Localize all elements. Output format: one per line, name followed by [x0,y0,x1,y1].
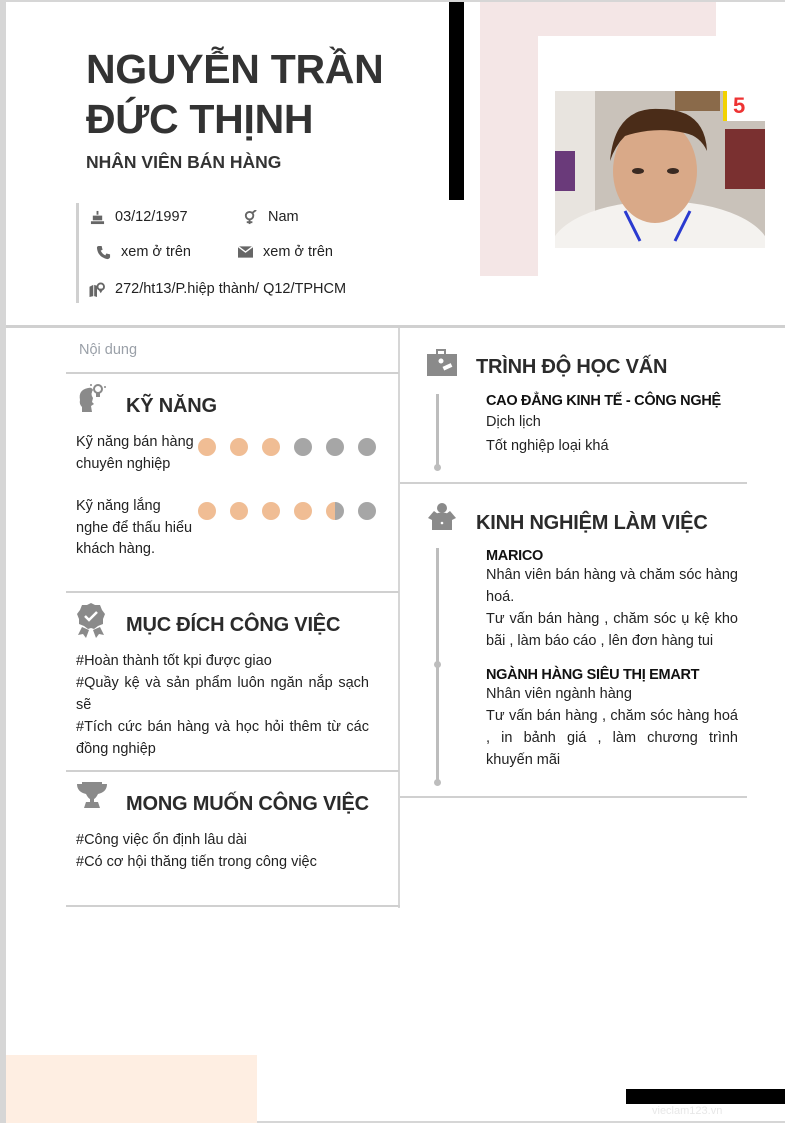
phone-value[interactable]: xem ở trên [121,244,191,260]
gender-value: Nam [268,209,299,225]
divider [66,591,399,593]
briefcase-icon [426,349,460,383]
skill-item-label [76,496,198,561]
left-column-border [398,328,400,908]
skill-label-line: Kỹ năng lắng [76,498,161,514]
wish-item: #Công việc ổn định lâu dài [76,832,247,848]
phone-icon [95,244,111,260]
skill-label-line: Kỹ năng bán hàng [76,434,194,450]
objective-item: #Tích cức bán hàng và học hỏi thêm từ các đồng nghiệp [76,719,369,757]
wishes-list [76,829,369,873]
divider [66,770,399,772]
rating-dot-filled [230,502,248,520]
rating-dot-empty [294,438,312,456]
name-line-2: ĐỨC THỊNH [86,96,314,142]
decor-black-bar [449,2,464,200]
address-value: 272/ht13/P.hiệp thành/ Q12/TPHCM [115,281,347,297]
birthday-row [89,209,188,225]
profile-photo[interactable] [555,91,765,248]
timeline-dot [434,661,441,668]
company-name: MARICO [486,548,544,564]
person-laptop-icon [426,502,460,536]
head-lightbulb-icon [76,382,110,416]
divider [66,372,399,374]
job-title: NHÂN VIÊN BÁN HÀNG [86,152,282,172]
watermark: vieclam123.vn [652,1105,723,1117]
divider [400,482,747,484]
birthday-cake-icon [89,209,105,225]
timeline-dot [434,779,441,786]
email-icon [237,244,253,260]
objective-item: #Quầy kệ và sản phẩm luôn ngăn nắp sạch sẽ [76,675,369,713]
wishes-title: MONG MUỐN CÔNG VIỆC [126,793,369,815]
svg-text:5: 5 [733,93,746,118]
name-line-1: NGUYỄN TRẦN [86,46,384,92]
experience-entry [486,667,738,771]
education-result: Tốt nghiệp loại khá [486,438,609,454]
experience-title: KINH NGHIỆM LÀM VIỆC [476,512,708,534]
rating-dot-filled [262,438,280,456]
trophy-icon [76,780,110,814]
rating-dot-filled [230,438,248,456]
map-pin-icon [89,281,105,297]
decor-pink-left [480,2,538,276]
phone-row [95,244,191,260]
rating-dot-empty [358,438,376,456]
school-name: CAO ĐẲNG KINH TẾ - CÔNG NGHỆ [486,393,721,409]
rating-dot-filled [294,502,312,520]
rating-dot-filled [198,438,216,456]
education-title: TRÌNH ĐỘ HỌC VẤN [476,356,668,378]
skill-label-line: khách hàng. [76,541,156,557]
skill-rating [198,502,376,520]
position: Nhân viên bán hàng và chăm sóc hàng hoá. [486,567,738,605]
birthday-value: 03/12/1997 [115,209,188,225]
skill-label-line: chuyên nghiệp [76,455,171,472]
job-description: Tư vấn bán hàng , chăm sóc hàng hoá , in bảnh giá , làm chương trình khuyến mãi [486,708,738,768]
divider [400,796,747,798]
company-name: NGÀNH HÀNG SIÊU THỊ EMART [486,667,700,683]
skill-rating [198,438,376,456]
objective-list [76,650,369,760]
email-row [237,244,333,260]
rating-dot-half [326,502,344,520]
divider [66,905,400,907]
education-timeline [436,394,439,468]
email-value[interactable]: xem ở trên [263,244,333,260]
education-entry [486,393,741,457]
gender-icon [242,209,258,225]
candidate-name [86,44,446,144]
objective-title: MỤC ĐÍCH CÔNG VIỆC [126,614,341,636]
personal-info [76,203,406,303]
content-placeholder[interactable]: Nội dung [79,342,138,358]
rating-dot-empty [326,438,344,456]
position: Nhân viên ngành hàng [486,686,632,702]
wish-item: #Có cơ hội thăng tiến trong công việc [76,854,317,870]
objective-item: #Hoàn thành tốt kpi được giao [76,653,272,669]
skill-item-label [76,432,198,475]
job-description: Tư vấn bán hàng , chăm sóc ụ kệ kho bãi , làm báo cáo , lên đơn hàng tui [486,611,738,649]
gender-row [242,209,299,225]
rating-dot-filled [262,502,280,520]
experience-entry [486,548,738,652]
decor-peach-block [6,1055,257,1123]
address-row [89,281,346,297]
skill-label-line: nghe để thấu hiểu [76,519,193,536]
education-major: Dịch lịch [486,414,541,430]
rating-dot-filled [198,502,216,520]
rating-dot-empty [358,502,376,520]
skills-title: KỸ NĂNG [126,395,217,417]
timeline-dot [434,464,441,471]
decor-black-footer-bar [626,1089,785,1104]
award-badge-icon [76,602,110,636]
header-divider [6,325,785,328]
photo-placeholder-icon [555,91,765,248]
